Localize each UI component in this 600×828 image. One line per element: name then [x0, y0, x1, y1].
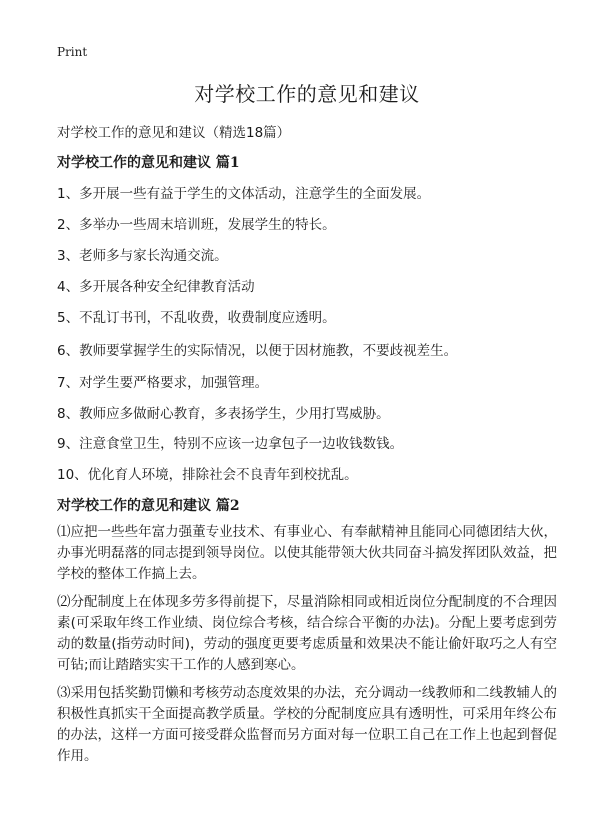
list-item: 2、多举办一些周末培训班，发展学生的特长。	[57, 217, 336, 233]
list-item: 3、老师多与家长沟通交流。	[57, 248, 228, 264]
document-subtitle: 对学校工作的意见和建议（精选18篇）	[57, 125, 291, 141]
list-item: 1、多开展一些有益于学生的文体活动，注意学生的全面发展。	[57, 186, 431, 202]
section-heading-1: 对学校工作的意见和建议 篇1	[57, 155, 240, 171]
paragraph: ⑶采用包括奖勤罚懒和考核劳动态度效果的办法，充分调动一线教师和二线教辅人的积极性真抓实干全面提高教学质量。学校的分配制度应具有透明性，可采用年终公布的办法，这样一方面可接受群众监督而另方面对每一位职工自己在工作上也起到督促作用。	[57, 685, 557, 764]
list-item: 6、教师要掌握学生的实际情况，以便于因材施教，不要歧视差生。	[57, 343, 458, 359]
list-item: 10、优化育人环境，排除社会不良青年到校扰乱。	[57, 467, 358, 483]
section-heading-2: 对学校工作的意见和建议 篇2	[57, 498, 240, 514]
list-item: 4、多开展各种安全纪律教育活动	[57, 279, 255, 295]
list-item: 7、对学生要严格要求，加强管理。	[57, 375, 269, 391]
page-title: 对学校工作的意见和建议	[194, 82, 420, 106]
list-item: 5、不乱订书刊，不乱收费，收费制度应透明。	[57, 310, 336, 326]
paragraph: ⑴应把一些些年富力强董专业技术、有事业心、有奉献精神且能同心同德团结大伙，办事光明磊落的同志提到领导岗位。以使其能带领大伙共同奋斗搞发挥团队效益，把学校的整体工作搞上去。	[57, 524, 557, 582]
paragraph: ⑵分配制度上在体现多劳多得前提下，尽量消除相同或相近岗位分配制度的不合理因素(可采取年终工作业绩、岗位综合考核，结合综合平衡的办法)。分配上要考虑到劳动的数量(指劳动时间)，劳动的强度更要考虑质量和效果决不能让偷奸取巧之人有空可钻;而让踏踏实实干工作的人感到寒心。	[57, 594, 557, 673]
list-item: 8、教师应多做耐心教育，多表扬学生，少用打骂威胁。	[57, 406, 390, 422]
print-label: Print	[57, 45, 88, 59]
list-item: 9、注意食堂卫生，特别不应该一边拿包子一边收钱数钱。	[57, 436, 404, 452]
